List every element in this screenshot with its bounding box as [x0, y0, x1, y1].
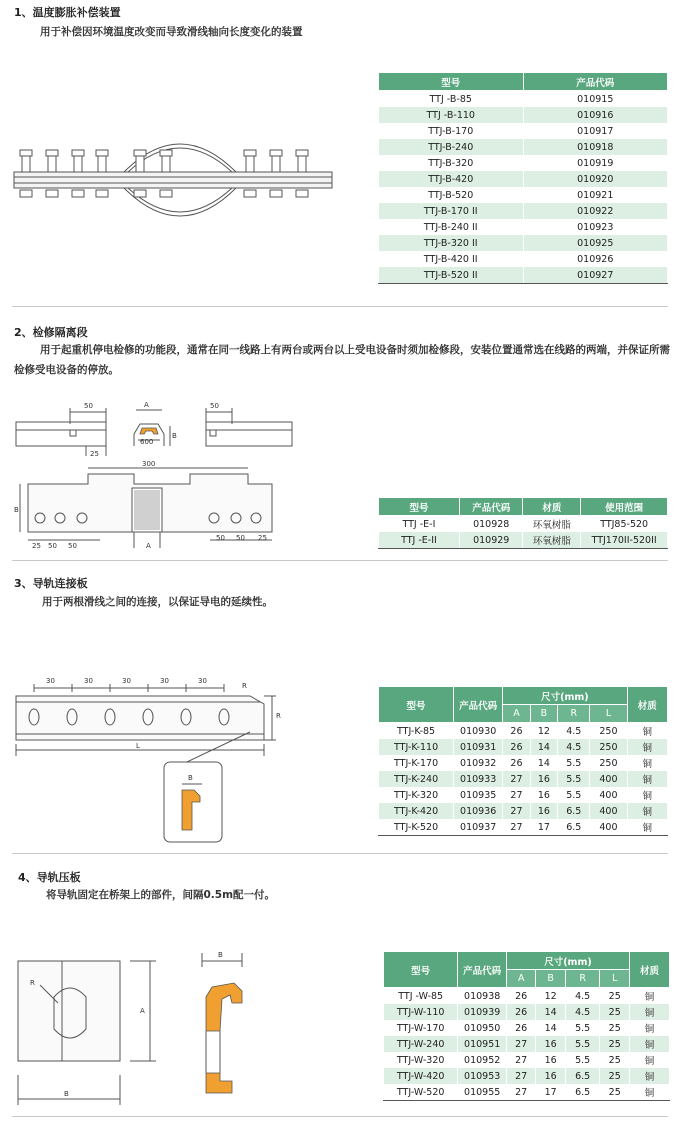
- model-cell: TTJ -B-85: [379, 91, 524, 108]
- dim-30: 30: [122, 677, 131, 685]
- size-b-cell: 16: [536, 1068, 565, 1084]
- size-l-cell: 25: [600, 988, 629, 1005]
- model-cell: TTJ-K-520: [379, 819, 454, 836]
- col-R: R: [565, 970, 600, 988]
- table-row: [384, 1036, 670, 1052]
- col-size: 尺寸(mm): [503, 687, 627, 705]
- size-b-cell: 12: [530, 723, 557, 740]
- size-r-cell: 4.5: [558, 723, 590, 740]
- code-cell: 010926: [523, 251, 668, 267]
- col-L: L: [600, 970, 629, 988]
- dim-B-bottom: B: [64, 1090, 69, 1098]
- size-b-cell: 16: [530, 803, 557, 819]
- col-B: B: [530, 705, 557, 723]
- col-B: B: [536, 970, 565, 988]
- size-l-cell: 25: [600, 1004, 629, 1020]
- material-cell: 铜: [629, 1020, 669, 1036]
- dim-50-bottom-2: 50: [68, 542, 77, 550]
- size-a-cell: 27: [503, 787, 530, 803]
- dim-R: R: [242, 682, 247, 690]
- model-cell: TTJ -B-110: [379, 107, 524, 123]
- size-b-cell: 16: [536, 1052, 565, 1068]
- col-A: A: [503, 705, 530, 723]
- code-cell: 010928: [459, 516, 523, 533]
- section-1-title: 1、温度膨胀补偿装置: [14, 6, 121, 19]
- col-size: 尺寸(mm): [506, 952, 629, 970]
- size-l-cell: 25: [600, 1068, 629, 1084]
- model-cell: TTJ-K-170: [379, 755, 454, 771]
- dim-30: 30: [46, 677, 55, 685]
- model-cell: TTJ-W-320: [384, 1052, 458, 1068]
- code-cell: 010935: [454, 787, 503, 803]
- section-divider: [12, 853, 668, 854]
- model-cell: TTJ-B-320 II: [379, 235, 524, 251]
- material-cell: 铜: [627, 739, 667, 755]
- size-r-cell: 5.5: [558, 787, 590, 803]
- col-code: 产品代码: [523, 73, 668, 91]
- model-cell: TTJ-K-110: [379, 739, 454, 755]
- dim-50-bottom-1: 50: [48, 542, 57, 550]
- dim-R-side: R: [276, 712, 281, 720]
- section-1-description: 用于补偿因环境温度改变而导致滑线轴向长度变化的装置: [40, 26, 303, 38]
- size-r-cell: 4.5: [565, 988, 600, 1005]
- code-cell: 010917: [523, 123, 668, 139]
- size-l-cell: 25: [600, 1084, 629, 1101]
- size-l-cell: 400: [590, 819, 627, 836]
- size-a-cell: 26: [503, 739, 530, 755]
- size-r-cell: 6.5: [565, 1068, 600, 1084]
- size-b-cell: 14: [530, 755, 557, 771]
- dim-50-bottom-3: 50: [216, 534, 225, 542]
- size-l-cell: 400: [590, 787, 627, 803]
- table-row: [379, 739, 668, 755]
- size-a-cell: 27: [503, 803, 530, 819]
- material-cell: 铜: [627, 819, 667, 836]
- dim-30: 30: [84, 677, 93, 685]
- size-b-cell: 14: [536, 1004, 565, 1020]
- size-l-cell: 250: [590, 755, 627, 771]
- size-a-cell: 26: [503, 723, 530, 740]
- section-divider: [12, 1116, 668, 1117]
- section-divider: [12, 560, 668, 561]
- code-cell: 010937: [454, 819, 503, 836]
- col-material: 材质: [629, 952, 669, 988]
- code-cell: 010953: [458, 1068, 507, 1084]
- table-row: [384, 1020, 670, 1036]
- material-cell: 铜: [627, 803, 667, 819]
- model-cell: TTJ-W-420: [384, 1068, 458, 1084]
- model-cell: TTJ-B-240: [379, 139, 524, 155]
- section-3-table: [378, 686, 668, 836]
- code-cell: 010923: [523, 219, 668, 235]
- model-cell: TTJ-W-240: [384, 1036, 458, 1052]
- size-b-cell: 17: [536, 1084, 565, 1101]
- code-cell: 010921: [523, 187, 668, 203]
- dim-L: L: [136, 742, 140, 750]
- col-R: R: [558, 705, 590, 723]
- size-r-cell: 5.5: [565, 1052, 600, 1068]
- code-cell: 010922: [523, 203, 668, 219]
- size-a-cell: 26: [506, 988, 535, 1005]
- model-cell: TTJ-K-420: [379, 803, 454, 819]
- dim-A-bottom: A: [146, 542, 151, 550]
- code-cell: 010951: [458, 1036, 507, 1052]
- size-a-cell: 27: [506, 1068, 535, 1084]
- size-a-cell: 27: [506, 1084, 535, 1101]
- size-a-cell: 27: [503, 771, 530, 787]
- size-b-cell: 14: [530, 739, 557, 755]
- col-model: 型号: [384, 952, 458, 988]
- model-cell: TTJ -E-II: [379, 532, 460, 549]
- size-r-cell: 6.5: [565, 1084, 600, 1101]
- section-2-description: 用于起重机停电检修的功能段，通常在同一线路上有两台或两台以上受电设备时须加检修段，安装位置通常选在线路的两端，并保证所需检修受电设备的停放。: [14, 344, 670, 376]
- section-4-table: [383, 951, 670, 1101]
- material-cell: 环氧树脂: [523, 532, 581, 549]
- size-b-cell: 16: [536, 1036, 565, 1052]
- dim-30: 30: [160, 677, 169, 685]
- model-cell: TTJ-K-320: [379, 787, 454, 803]
- col-code: 产品代码: [454, 687, 503, 723]
- col-model: 型号: [379, 73, 524, 91]
- section-3-description: 用于两根滑线之间的连接，以保证导电的延续性。: [42, 596, 273, 608]
- size-b-cell: 16: [530, 787, 557, 803]
- code-cell: 010920: [523, 171, 668, 187]
- dim-A-top: A: [144, 401, 149, 409]
- size-b-cell: 17: [530, 819, 557, 836]
- code-cell: 010938: [458, 988, 507, 1005]
- table-row: [379, 723, 668, 740]
- code-cell: 010952: [458, 1052, 507, 1068]
- table-row: [384, 988, 670, 1005]
- material-cell: 铜: [629, 1004, 669, 1020]
- model-cell: TTJ-B-170 II: [379, 203, 524, 219]
- table-row: [384, 1068, 670, 1084]
- col-model: 型号: [379, 687, 454, 723]
- size-r-cell: 6.5: [558, 819, 590, 836]
- section-2-title: 2、检修隔离段: [14, 326, 88, 339]
- code-cell: 010950: [458, 1020, 507, 1036]
- size-r-cell: 4.5: [558, 739, 590, 755]
- size-a-cell: 26: [503, 755, 530, 771]
- size-r-cell: 5.5: [558, 771, 590, 787]
- range-cell: TTJ170II-520II: [581, 532, 668, 549]
- range-cell: TTJ85-520: [581, 516, 668, 533]
- col-A: A: [506, 970, 535, 988]
- dim-B-side: B: [172, 432, 177, 440]
- material-cell: 环氧树脂: [523, 516, 581, 533]
- isolation-section-drawing: [10, 398, 300, 558]
- code-cell: 010932: [454, 755, 503, 771]
- table-row: [379, 787, 668, 803]
- model-cell: TTJ-W-520: [384, 1084, 458, 1101]
- press-plate-drawing: [10, 945, 270, 1115]
- dim-50-bottom-4: 50: [236, 534, 245, 542]
- model-cell: TTJ-B-420: [379, 171, 524, 187]
- section-3-title: 3、导轨连接板: [14, 577, 88, 590]
- size-r-cell: 5.5: [565, 1020, 600, 1036]
- col-material: 材质: [523, 498, 581, 516]
- model-cell: TTJ-B-420 II: [379, 251, 524, 267]
- dim-R: R: [30, 979, 35, 987]
- size-r-cell: 6.5: [558, 803, 590, 819]
- size-b-cell: 16: [530, 771, 557, 787]
- dim-25-bottom: 25: [32, 542, 41, 550]
- dim-25: 25: [90, 450, 99, 458]
- model-cell: TTJ -W-85: [384, 988, 458, 1005]
- dim-50-top-left: 50: [84, 402, 93, 410]
- model-cell: TTJ-B-170: [379, 123, 524, 139]
- dim-A: A: [140, 1007, 145, 1015]
- expansion-device-drawing: [10, 130, 340, 220]
- col-model: 型号: [379, 498, 460, 516]
- material-cell: 铜: [627, 723, 667, 740]
- code-cell: 010933: [454, 771, 503, 787]
- table-row: [379, 803, 668, 819]
- size-l-cell: 25: [600, 1052, 629, 1068]
- size-l-cell: 250: [590, 739, 627, 755]
- table-row: [379, 771, 668, 787]
- section-2-table: [378, 497, 668, 549]
- material-cell: 铜: [627, 755, 667, 771]
- code-cell: 010929: [459, 532, 523, 549]
- size-l-cell: 25: [600, 1020, 629, 1036]
- model-cell: TTJ-W-110: [384, 1004, 458, 1020]
- material-cell: 铜: [629, 1036, 669, 1052]
- table-row: [384, 1084, 670, 1101]
- table-row: [384, 1004, 670, 1020]
- code-cell: 010930: [454, 723, 503, 740]
- material-cell: 铜: [629, 1052, 669, 1068]
- model-cell: TTJ-B-520 II: [379, 267, 524, 284]
- size-l-cell: 25: [600, 1036, 629, 1052]
- code-cell: 010927: [523, 267, 668, 284]
- size-l-cell: 250: [590, 723, 627, 740]
- col-L: L: [590, 705, 627, 723]
- size-a-cell: 26: [506, 1004, 535, 1020]
- model-cell: TTJ-K-85: [379, 723, 454, 740]
- code-cell: 010955: [458, 1084, 507, 1101]
- col-code: 产品代码: [458, 952, 507, 988]
- size-a-cell: 26: [506, 1020, 535, 1036]
- material-cell: 铜: [627, 787, 667, 803]
- code-cell: 010916: [523, 107, 668, 123]
- dim-25-bottom-right: 25: [258, 534, 267, 542]
- size-b-cell: 12: [536, 988, 565, 1005]
- table-row: [379, 755, 668, 771]
- material-cell: 铜: [629, 1084, 669, 1101]
- size-a-cell: 27: [506, 1036, 535, 1052]
- table-row: [384, 1052, 670, 1068]
- connection-plate-drawing: [10, 672, 300, 847]
- model-cell: TTJ-B-240 II: [379, 219, 524, 235]
- model-cell: TTJ-K-240: [379, 771, 454, 787]
- material-cell: 铜: [629, 1068, 669, 1084]
- code-cell: 010936: [454, 803, 503, 819]
- code-cell: 010919: [523, 155, 668, 171]
- model-cell: TTJ-W-170: [384, 1020, 458, 1036]
- dim-B: B: [188, 774, 193, 782]
- dim-B-left: B: [14, 506, 19, 514]
- dim-30: 30: [198, 677, 207, 685]
- code-cell: 010918: [523, 139, 668, 155]
- table-row: [379, 819, 668, 836]
- dim-300: 300: [142, 460, 156, 468]
- code-cell: 010925: [523, 235, 668, 251]
- model-cell: TTJ-B-320: [379, 155, 524, 171]
- size-l-cell: 400: [590, 803, 627, 819]
- section-4-title: 4、导轨压板: [18, 871, 81, 884]
- material-cell: 铜: [629, 988, 669, 1005]
- model-cell: TTJ -E-I: [379, 516, 460, 533]
- dim-50-top-right: 50: [210, 402, 219, 410]
- model-cell: TTJ-B-520: [379, 187, 524, 203]
- size-b-cell: 14: [536, 1020, 565, 1036]
- code-cell: 010931: [454, 739, 503, 755]
- code-cell: 010915: [523, 91, 668, 108]
- col-material: 材质: [627, 687, 667, 723]
- col-range: 使用范围: [581, 498, 668, 516]
- dim-600: 600: [140, 438, 154, 446]
- size-a-cell: 27: [503, 819, 530, 836]
- material-cell: 铜: [627, 771, 667, 787]
- size-r-cell: 4.5: [565, 1004, 600, 1020]
- size-r-cell: 5.5: [565, 1036, 600, 1052]
- size-r-cell: 5.5: [558, 755, 590, 771]
- code-cell: 010939: [458, 1004, 507, 1020]
- section-4-description: 将导轨固定在桥架上的部件，间隔0.5m配一付。: [46, 889, 276, 901]
- size-l-cell: 400: [590, 771, 627, 787]
- size-a-cell: 27: [506, 1052, 535, 1068]
- section-divider: [12, 306, 668, 307]
- section-1-table: [378, 72, 668, 284]
- col-code: 产品代码: [459, 498, 523, 516]
- dim-B-top: B: [218, 951, 223, 959]
